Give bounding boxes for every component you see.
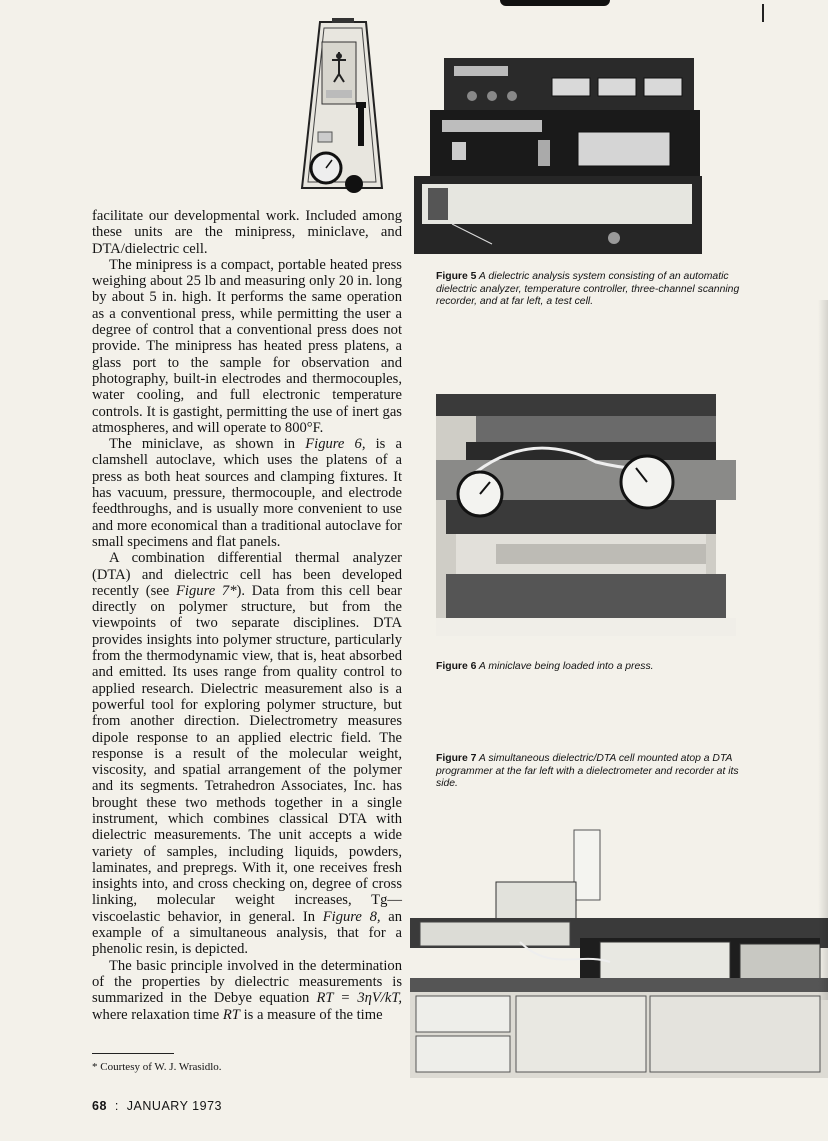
figure-7-caption-text: A simultaneous dielectric/DTA cell mounted atop a DTA programmer at the far left with a dielectrometer and recorder at its side. [436,753,739,789]
minipress-photo [296,12,388,194]
figure-5-label: Figure 5 [436,271,477,282]
figure-7-caption [436,753,748,791]
scan-artifact [500,0,610,6]
figure-6-photo [436,372,744,636]
footnote: * Courtesy of W. J. Wrasidlo. [92,1061,222,1073]
body-text-column [92,208,402,1023]
body-paragraph: The basic principle involved in the determination of the properties by dielectric measurements is summarized in the Debye equation RT = 3ηV/kT, where relaxation time RT is a measure of the time [92,957,402,1023]
figure-5-photo [402,48,702,262]
body-paragraph: The minipress is a compact, portable heated press weighing about 25 lb and measuring only 20 in. long by about 5 in. high. It performs the same operation as a conventional press, while permitting the user a degree of control that a conventional press does not provide. The minipress has heated press platens, a glass port to the sample for observation and photography, built-in electrodes and thermocouples, water cooling, and full electronic temperature controls. It is gastight, permitting the use of inert gas atmospheres, and will operate to 800°F. [92,256,402,436]
body-paragraph: A combination differential thermal analyzer (DTA) and dielectric cell has been developed recently (see Figure 7*). Data from this cell bear directly on polymer structure, but from the viewpoints of two separate disciplines. DTA provides insights into polymer structure, particularly from the thermodynamic view, that is, heat absorbed and emitted. Its uses range from quality control to applied research. Dielectric measurement also is a powerful tool for exploring polymer structure, but from another direction. Dielectrometry measures dipole response to an applied electric field. The response is a result of the molecular weight, viscosity, and spatial arrangement of the polymer and its segments. Tetrahedron Associates, Inc. has brought these two methods together in a single instrument, which combines classical DTA with dielectric measurements. The unit accepts a wide variety of samples, including liquids, powders, laminates, and prepregs. With it, one receives fresh insights into, and cross checking on, degree of cross linking, molecular weight increases, Tg—viscoelastic behavior, in general. In Figure 8, an example of a simultaneous analysis, that for a phenolic resin, is depicted. [92,550,402,958]
figure-6-caption [436,661,748,674]
scan-artifact [762,4,764,22]
figure-6-label: Figure 6 [436,661,477,672]
body-paragraph: facilitate our developmental work. Included among these units are the minipress, miniclave, and DTA/dielectric cell. [92,208,402,257]
relaxation-time-symbol: RT [222,1006,240,1023]
figure-7-photo [410,822,828,1078]
debye-equation: RT = 3ηV/kT, [316,990,402,1007]
folio-separator: : [114,1099,119,1113]
page-folio [92,1099,222,1113]
figure-7-label: Figure 7 [436,753,477,764]
figure-5-caption-text: A dielectric analysis system consisting of an automatic dielectric analyzer, temperature controller, three-channel scanning recorder, and at far left, a test cell. [436,271,740,307]
body-paragraph: The miniclave, as shown in Figure 6, is a clamshell autoclave, which uses the platens of a press as both heat sources and clamping fixtures. It has vacuum, pressure, thermocouple, and electrode feedthroughs, and is usually more convenient to use and more economical than a traditional autoclave for small specimens and flat panels. [92,436,402,550]
figure-5-caption [436,271,748,309]
figure-6-caption-text: A miniclave being loaded into a press. [476,661,654,672]
footnote-rule [92,1053,174,1054]
figure-reference: Figure 8, [322,908,381,925]
page-number: 68 [92,1099,107,1113]
figure-reference: Figure 7* [176,582,237,599]
figure-reference: Figure 6, [305,436,366,453]
scan-artifact [818,300,828,1000]
issue-date: JANUARY 1973 [126,1099,222,1113]
